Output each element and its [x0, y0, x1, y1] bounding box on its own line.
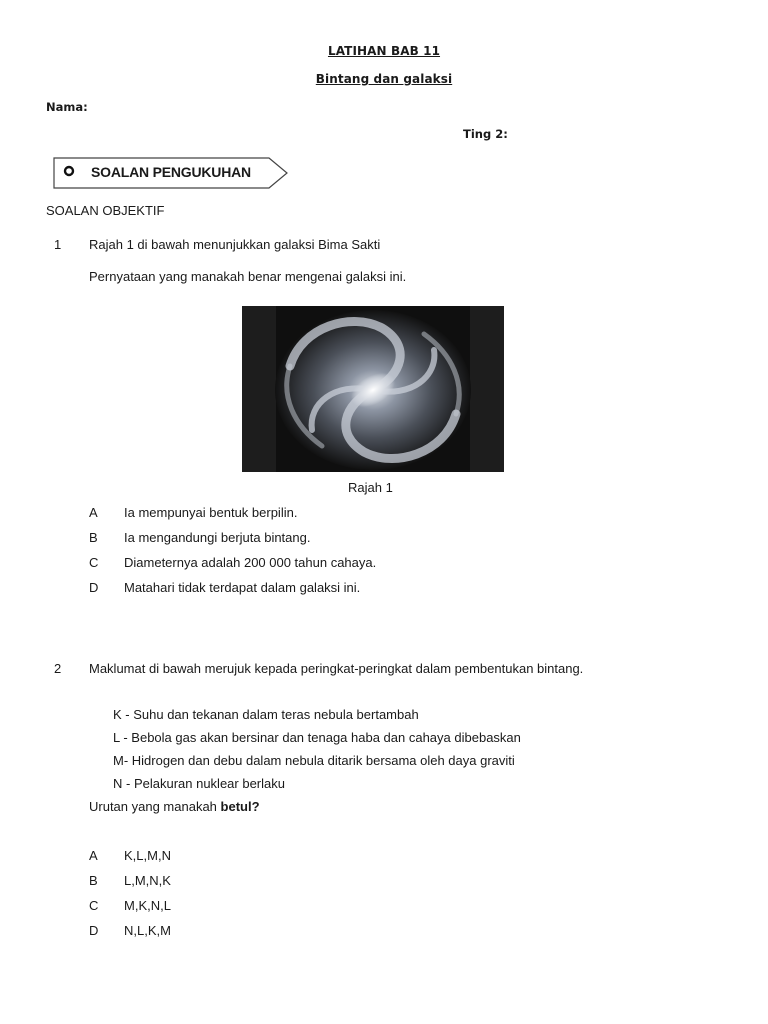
q1-prompt: Pernyataan yang manakah benar mengenai galaksi ini.	[89, 269, 407, 284]
q2-option-letter: D	[89, 923, 99, 938]
q2-statement: L - Bebola gas akan bersinar dan tenaga haba dan cahaya dibebaskan	[113, 730, 521, 745]
q2-option-text: K,L,M,N	[124, 848, 171, 863]
banner-label: SOALAN PENGUKUHAN	[91, 164, 251, 180]
bullet-circle-icon	[63, 165, 75, 177]
name-label: Nama:	[46, 100, 88, 114]
q1-figure-caption: Rajah 1	[348, 480, 393, 495]
section-title: SOALAN OBJEKTIF	[46, 203, 165, 218]
q2-text: Maklumat di bawah merujuk kepada peringkat-peringkat dalam pembentukan bintang.	[89, 661, 584, 676]
q2-option-text: N,L,K,M	[124, 923, 171, 938]
q2-option-letter: C	[89, 898, 99, 913]
worksheet-title: LATIHAN BAB 11	[327, 44, 441, 58]
q1-option-letter: A	[89, 505, 98, 520]
q2-statement: K - Suhu dan tekanan dalam teras nebula bertambah	[113, 707, 419, 722]
q1-option-text: Diameternya adalah 200 000 tahun cahaya.	[124, 555, 377, 570]
q2-option-letter: A	[89, 848, 98, 863]
q1-option-letter: D	[89, 580, 99, 595]
worksheet-subtitle: Bintang dan galaksi	[315, 72, 453, 86]
q2-statement: N - Pelakuran nuklear berlaku	[113, 776, 285, 791]
q2-number: 2	[54, 661, 62, 676]
q1-option-text: Ia mengandungi berjuta bintang.	[124, 530, 311, 545]
q2-prompt-plain: Urutan yang manakah	[89, 799, 221, 814]
q2-prompt-bold: betul?	[220, 799, 260, 814]
q1-option-text: Ia mempunyai bentuk berpilin.	[124, 505, 298, 520]
form-label: Ting 2:	[463, 127, 508, 141]
q2-option-text: M,K,N,L	[124, 898, 171, 913]
q2-option-text: L,M,N,K	[124, 873, 171, 888]
q2-option-letter: B	[89, 873, 98, 888]
q2-statement: M- Hidrogen dan debu dalam nebula ditarik bersama oleh daya graviti	[113, 753, 515, 768]
milky-way-figure	[242, 306, 504, 472]
q1-text: Rajah 1 di bawah menunjukkan galaksi Bima Sakti	[89, 237, 381, 252]
q1-number: 1	[54, 237, 62, 252]
q1-option-text: Matahari tidak terdapat dalam galaksi ini.	[124, 580, 361, 595]
q1-option-letter: C	[89, 555, 99, 570]
q1-option-letter: B	[89, 530, 98, 545]
q2-prompt	[89, 799, 260, 815]
